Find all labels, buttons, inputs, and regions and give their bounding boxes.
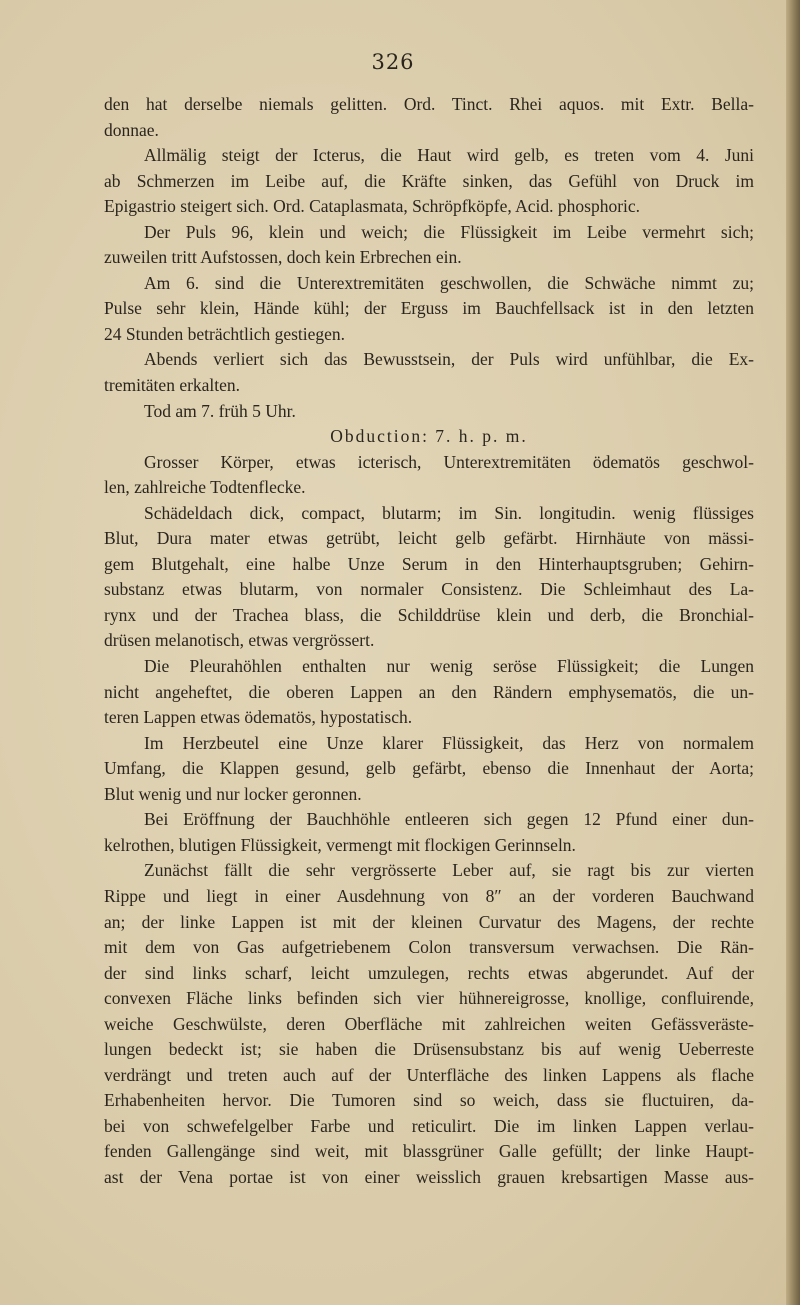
text-line: teren Lappen etwas ödematös, hypostatisch. (104, 707, 413, 728)
text-line: Erhabenheiten hervor. Die Tumoren sind so weich, dass sie fluctuiren, da- (104, 1090, 754, 1111)
text-line: fenden Gallengänge sind weit, mit blassgrüner Galle gefüllt; der linke Haupt- (104, 1141, 754, 1162)
text-line: Blut, Dura mater etwas getrübt, leicht gelb gefärbt. Hirnhäute von mässi- (104, 528, 754, 549)
text-line: Am 6. sind die Unterextremitäten geschwollen, die Schwäche nimmt zu; (144, 272, 754, 293)
text-line: substanz etwas blutarm, von normaler Consistenz. Die Schleimhaut des La- (104, 579, 754, 600)
text-line: Die Pleurahöhlen enthalten nur wenig seröse Flüssigkeit; die Lungen (144, 656, 754, 677)
text-line: weiche Geschwülste, deren Oberfläche mit zahlreichen weiten Gefässveräste- (104, 1013, 754, 1034)
text-line: ast der Vena portae ist von einer weisslich grauen krebsartigen Masse aus- (104, 1166, 754, 1187)
text-line: zuweilen tritt Aufstossen, doch kein Erbrechen ein. (104, 247, 462, 268)
text-line: rynx und der Trachea blass, die Schilddrüse klein und derb, die Bronchial- (104, 604, 754, 625)
text-line: drüsen melanotisch, etwas vergrössert. (104, 630, 375, 651)
text-line: Bei Eröffnung der Bauchhöhle entleeren sich gegen 12 Pfund einer dun- (144, 809, 754, 830)
text-line: verdrängt und treten auch auf der Unterfläche des linken Lappens als flache (104, 1064, 754, 1085)
text-line: Schädeldach dick, compact, blutarm; im Sin. longitudin. wenig flüssiges (144, 502, 754, 523)
page-number: 326 (371, 50, 415, 74)
text-line: Im Herzbeutel eine Unze klarer Flüssigkeit, das Herz von normalem (144, 732, 754, 753)
text-line: lungen bedeckt ist; sie haben die Drüsensubstanz bis auf wenig Ueberreste (104, 1039, 754, 1060)
text-line: bei von schwefelgelber Farbe und reticulirt. Die im linken Lappen verlau- (104, 1115, 754, 1136)
text-line: Rippe und liegt in einer Ausdehnung von 8″ an der vorderen Bauchwand (104, 885, 754, 906)
text-line: Tod am 7. früh 5 Uhr. (144, 400, 296, 421)
text-line: 24 Stunden beträchtlich gestiegen. (104, 323, 346, 344)
text-line: kelrothen, blutigen Flüssigkeit, vermengt mit flockigen Gerinnseln. (104, 834, 576, 855)
text-line: der sind links scharf, leicht umzulegen, rechts etwas abgerundet. Auf der (104, 962, 754, 983)
text-line: ab Schmerzen im Leibe auf, die Kräfte sinken, das Gefühl von Druck im (104, 170, 754, 191)
text-line: donnae. (104, 119, 159, 140)
text-line: an; der linke Lappen ist mit der kleinen Curvatur des Magens, der rechte (104, 911, 754, 932)
text-line: mit dem von Gas aufgetriebenem Colon transversum verwachsen. Die Rän- (104, 937, 754, 958)
book-edge (786, 0, 800, 1305)
text-line: Epigastrio steigert sich. Ord. Cataplasmata, Schröpfköpfe, Acid. phosphoric. (104, 196, 641, 217)
text-line: nicht angeheftet, die oberen Lappen an den Rändern emphysematös, die un- (104, 681, 754, 702)
text-line: convexen Fläche links befinden sich vier hühnereigrosse, knollige, confluirende, (104, 988, 754, 1009)
text-line: gem Blutgehalt, eine halbe Unze Serum in den Hinterhauptsgruben; Gehirn- (104, 553, 754, 574)
text-line: tremitäten erkalten. (104, 375, 241, 396)
text-line: Allmälig steigt der Icterus, die Haut wird gelb, es treten vom 4. Juni (144, 145, 754, 166)
text-line: Obduction: 7. h. p. m. (330, 426, 528, 447)
text-line: Umfang, die Klappen gesund, gelb gefärbt, ebenso die Innenhaut der Aorta; (104, 758, 754, 779)
text-line: den hat derselbe niemals gelitten. Ord. Tinct. Rhei aquos. mit Extr. Bella- (104, 94, 754, 114)
text-line: Zunächst fällt die sehr vergrösserte Leber auf, sie ragt bis zur vierten (144, 860, 754, 881)
text-line: len, zahlreiche Todtenflecke. (104, 477, 306, 498)
text-line: Pulse sehr klein, Hände kühl; der Erguss im Bauchfellsack ist in den letzten (104, 298, 754, 319)
text-line: Der Puls 96, klein und weich; die Flüssigkeit im Leibe vermehrt sich; (144, 221, 754, 242)
text-line: Abends verliert sich das Bewusstsein, der Puls wird unfühlbar, die Ex- (144, 349, 754, 370)
body-text (104, 92, 754, 1191)
text-line: Grosser Körper, etwas icterisch, Unterextremitäten ödematös geschwol- (144, 451, 754, 472)
text-line: Blut wenig und nur locker geronnen. (104, 783, 362, 804)
